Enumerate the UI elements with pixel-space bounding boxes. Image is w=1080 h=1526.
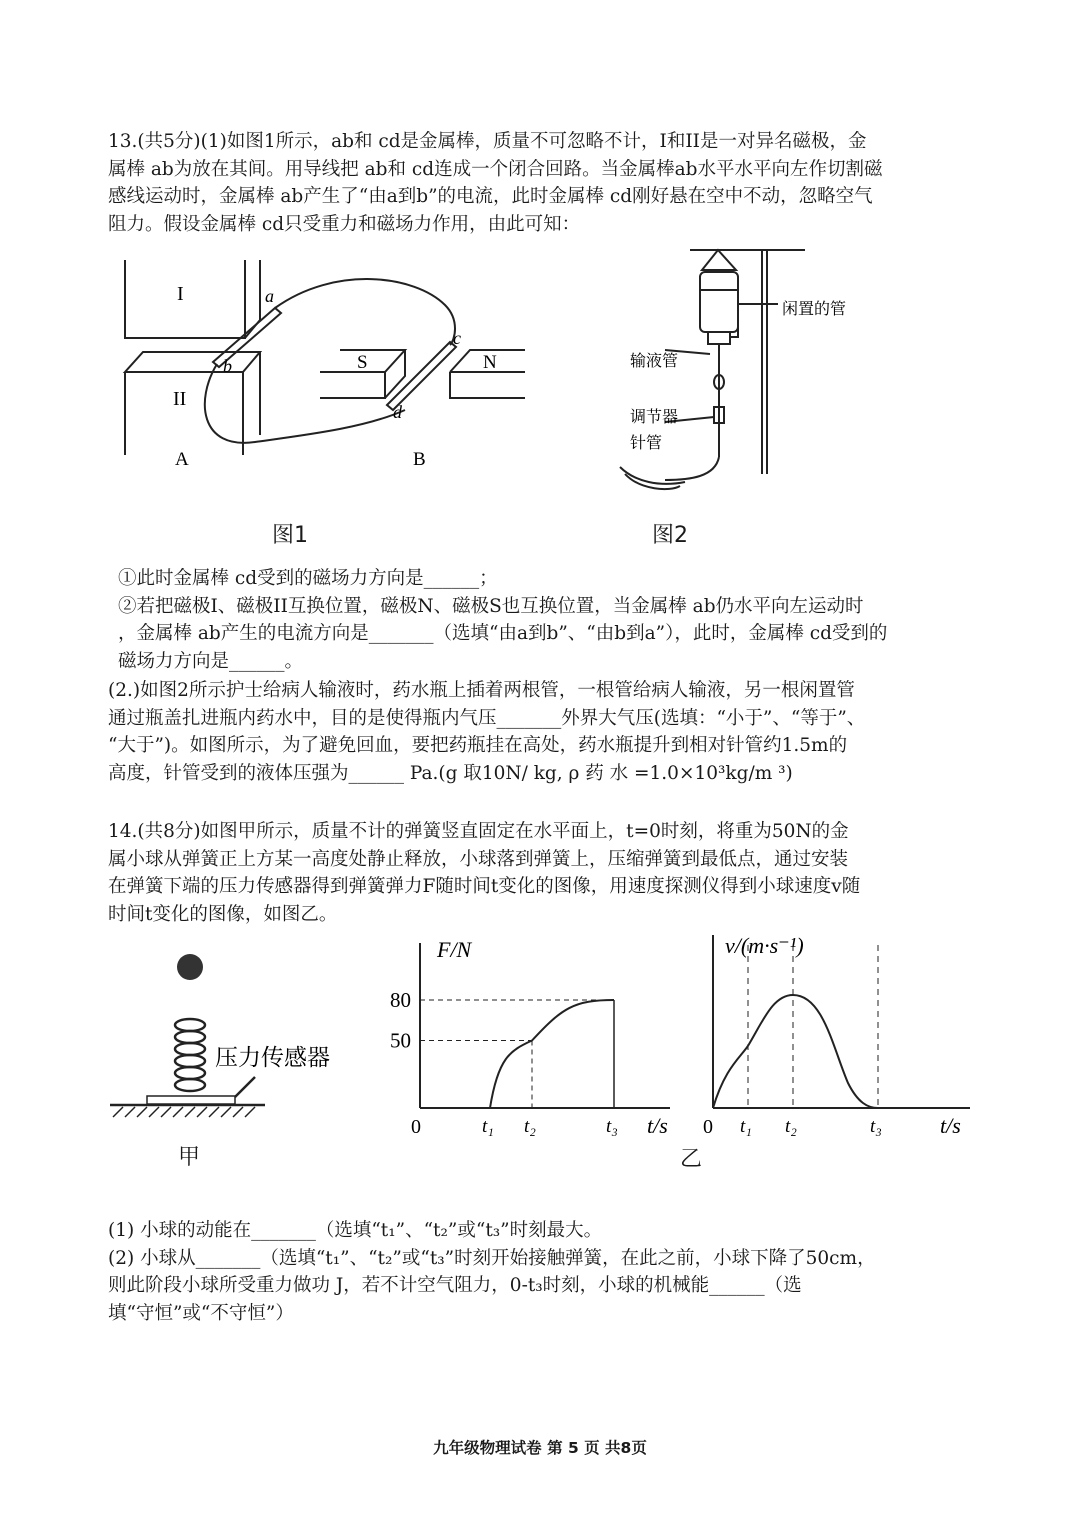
x-tick-label: t₁ [740, 1116, 752, 1137]
y-tick-label: 80 [390, 988, 411, 1012]
velocity-time-chart [695, 925, 980, 1140]
label-b: b [223, 356, 232, 376]
figure-jia-caption: 甲 [178, 1145, 201, 1170]
figure-1-caption: 图1 [272, 523, 308, 548]
text-line: (2) 小球从_______（选填“t₁”、“t₂”或“t₃”时刻开始接触弹簧，在此之前，小球下降了50cm， [108, 1247, 876, 1269]
q14-intro [108, 818, 988, 928]
text-line: 通过瓶盖扎进瓶内药水中，目的是使得瓶内气压_______外界大气压(选填：“小于”、“等于”、 [108, 707, 866, 729]
label-idle-tube: 闲置的管 [782, 301, 847, 318]
text-line: (1) 小球的动能在_______（选填“t₁”、“t₂”或“t₃”时刻最大。 [108, 1220, 603, 1241]
label-needle: 针管 [630, 435, 663, 452]
text-line: 14.(共8分)如图甲所示，质量不计的弹簧竖直固定在水平面上，t=0时刻，将重为50N的金 [108, 821, 849, 842]
label-B: B [413, 449, 426, 470]
text-line: (2.)如图2所示护士给病人输液时，药水瓶上插着两根管，一根管给病人输液，另一根闲置管 [108, 680, 855, 701]
text-line: 磁场力方向是______。 [118, 650, 304, 672]
pressure-sensor-label: 压力传感器 [215, 1045, 330, 1070]
text-line: 高度，针管受到的液体压强为______ Pa.(g 取10N/ kg, ρ 药 水 =1.0×10³kg/m ³) [108, 762, 793, 784]
label-A: A [175, 449, 189, 470]
y-axis-label: F/N [437, 937, 472, 962]
text-line: 在弹簧下端的压力传感器得到弹簧弹力F随时间t变化的图像，用速度探测仪得到小球速度v随 [108, 876, 861, 897]
figure-2-caption: 图2 [652, 523, 688, 548]
force-time-chart [385, 925, 685, 1140]
pole-I-label: I [177, 283, 184, 305]
origin-label: 0 [411, 1116, 421, 1138]
pole-II-label: II [173, 388, 187, 410]
q13-sub1 [118, 565, 998, 675]
text-line: 时间t变化的图像，如图乙。 [108, 903, 338, 925]
figure-jia-spring [105, 945, 375, 1125]
label-c: c [453, 328, 461, 348]
text-line: 填“守恒”或“不守恒”） [108, 1302, 294, 1324]
text-line: 属小球从弹簧正上方某一高度处静止释放，小球落到弹簧上，压缩弹簧到最低点，通过安装 [108, 848, 849, 870]
label-S: S [357, 352, 368, 373]
label-infusion-tube: 输液管 [630, 353, 679, 370]
text-line: 则此阶段小球所受重力做功 J，若不计空气阻力，0-t₃时刻，小球的机械能______（选 [108, 1275, 802, 1296]
text-line: ①此时金属棒 cd受到的磁场力方向是______； [118, 568, 498, 589]
label-a: a [265, 286, 274, 306]
q14-questions [108, 1217, 988, 1327]
label-regulator: 调节器 [630, 409, 679, 426]
text-line: 阻力。假设金属棒 cd只受重力和磁场力作用，由此可知： [108, 213, 581, 235]
text-line: 13.(共5分)(1)如图1所示，ab和 cd是金属棒，质量不可忽略不计，I和II是一对异名磁极，金 [108, 131, 867, 152]
x-tick-label: t₃ [870, 1116, 882, 1137]
x-tick-label: t₃ [606, 1116, 618, 1137]
figure-yi-caption: 乙 [680, 1147, 703, 1172]
y-tick-label: 50 [390, 1028, 411, 1053]
x-tick-label: t₁ [482, 1116, 494, 1137]
origin-label: 0 [703, 1116, 713, 1138]
velocity-curve [713, 995, 878, 1108]
page-footer: 九年级物理试卷 第 5 页 共8页 [433, 1439, 647, 1457]
q13-intro [108, 128, 988, 238]
text-line: ②若把磁极I、磁极II互换位置，磁极N、磁极S也互换位置，当金属棒 ab仍水平向左运动时 [118, 595, 864, 617]
x-axis-label: t/s [647, 1113, 668, 1138]
x-tick-label: t₂ [785, 1116, 797, 1137]
text-line: ，金属棒 ab产生的电流方向是_______（选填“由a到b”、“由b到a”），此时，金属棒 cd受到的 [118, 623, 888, 644]
text-line: 感线运动时，金属棒 ab产生了“由a到b”的电流，此时金属棒 cd刚好悬在空中不动，忽略空气 [108, 186, 873, 207]
ball-icon [177, 954, 203, 980]
figure-2-iv-drip [610, 242, 900, 502]
y-axis-label: v/(m·s⁻¹) [725, 933, 804, 958]
x-tick-label: t₂ [524, 1116, 536, 1137]
label-d: d [393, 402, 402, 422]
x-axis-label: t/s [940, 1113, 961, 1138]
force-curve [490, 1000, 614, 1108]
text-line: “大于”)。如图所示，为了避免回血，要把药瓶挂在高处，药水瓶提升到相对针管约1.5m的 [108, 735, 848, 756]
text-line: 属棒 ab为放在其间。用导线把 ab和 cd连成一个闭合回路。当金属棒ab水平水平向左作切割磁 [108, 158, 883, 180]
q13-sub2 [108, 677, 988, 787]
figure-1-magnet-rods [115, 250, 585, 485]
label-N: N [483, 352, 497, 373]
